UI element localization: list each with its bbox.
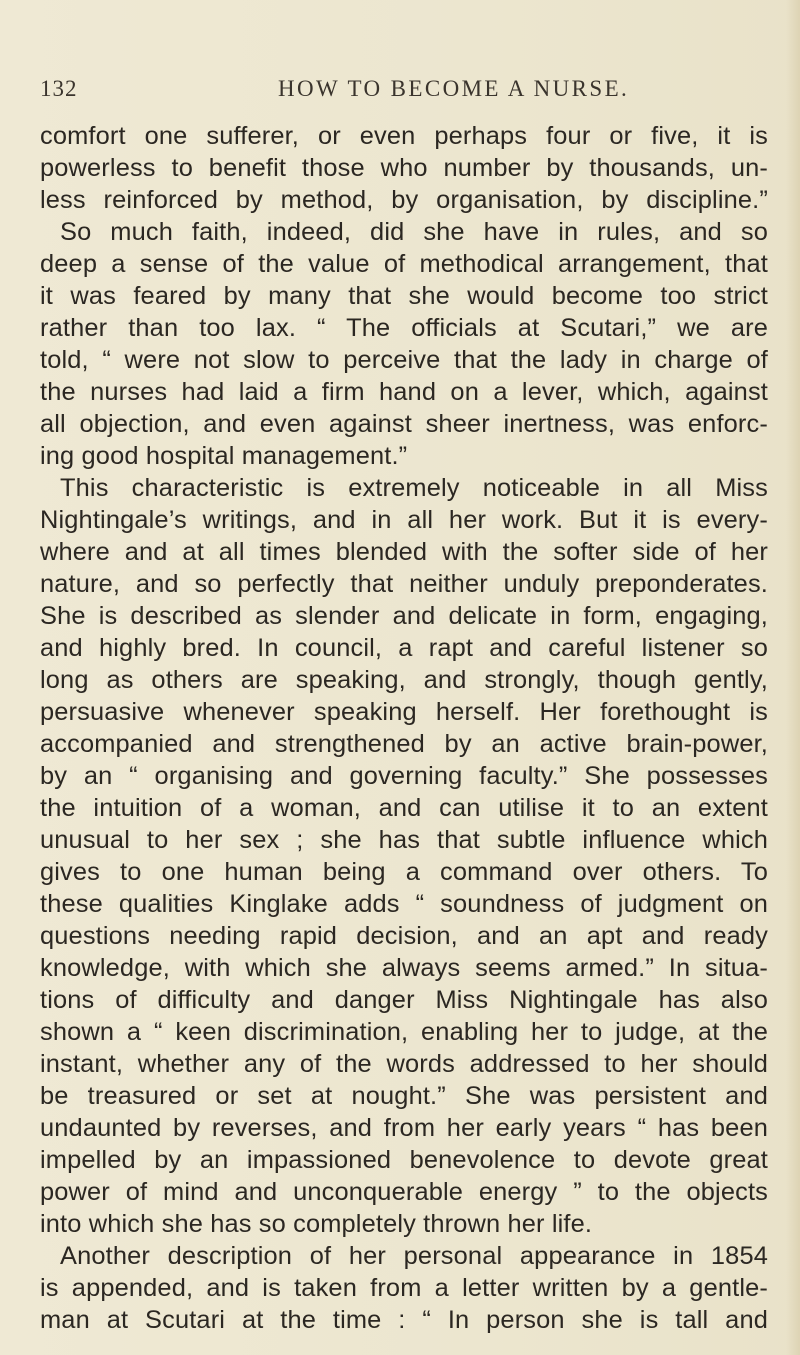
text-line: undaunted by reverses, and from her early years “ has been [40,1114,768,1142]
text-line: the intuition of a woman, and can utilise it to an extent [40,794,768,822]
text-line: impelled by an impassioned benevolence to devote great [40,1146,768,1174]
text-line: and highly bred. In council, a rapt and careful listener so [40,634,768,662]
text-line: Another description of her personal appearance in 1854 [60,1242,768,1270]
text-line: tions of difficulty and danger Miss Nightingale has also [40,986,768,1014]
text-line: unusual to her sex ; she has that subtle influence which [40,826,768,854]
text-line: So much faith, indeed, did she have in rules, and so [60,218,768,246]
text-line: knowledge, with which she always seems armed.” In situa- [40,954,768,982]
text-line: instant, whether any of the words addressed to her should [40,1050,768,1078]
text-line: persuasive whenever speaking herself. Her forethought is [40,698,768,726]
text-line: gives to one human being a command over others. To [40,858,768,886]
running-head [40,76,780,110]
text-line: where and at all times blended with the softer side of her [40,538,768,566]
page-number: 132 [40,76,78,101]
text-line: the nurses had laid a firm hand on a lever, which, against [40,378,768,406]
running-head-title: HOW TO BECOME A NURSE. [278,76,630,101]
text-line: shown a “ keen discrimination, enabling her to judge, at the [40,1018,768,1046]
text-line: these qualities Kinglake adds “ soundness of judgment on [40,890,768,918]
text-line: man at Scutari at the time : “ In person she is tall and [40,1306,768,1334]
text-line: Nightingale’s writings, and in all her work. But it is every- [40,506,768,534]
text-line: told, “ were not slow to perceive that the lady in charge of [40,346,768,374]
body-text [40,120,768,1336]
text-line: be treasured or set at nought.” She was persistent and [40,1082,768,1110]
text-line: questions needing rapid decision, and an apt and ready [40,922,768,950]
text-line: She is described as slender and delicate in form, engaging, [40,602,768,630]
text-line: accompanied and strengthened by an active brain-power, [40,730,768,758]
text-line: power of mind and unconquerable energy ” to the objects [40,1178,768,1206]
text-line: rather than too lax. “ The officials at Scutari,” we are [40,314,768,342]
text-line: less reinforced by method, by organisation, by discipline.” [40,186,768,214]
text-line: by an “ organising and governing faculty.” She possesses [40,762,768,790]
text-line: ing good hospital management.” [40,442,408,470]
page-edge-shadow [786,0,800,1355]
text-line: it was feared by many that she would become too strict [40,282,768,310]
text-line: all objection, and even against sheer inertness, was enforc- [40,410,768,438]
text-line: powerless to benefit those who number by thousands, un- [40,154,768,182]
text-line: deep a sense of the value of methodical arrangement, that [40,250,768,278]
text-line: comfort one sufferer, or even perhaps four or five, it is [40,122,768,150]
text-line: long as others are speaking, and strongly, though gently, [40,666,768,694]
text-line: nature, and so perfectly that neither unduly preponderates. [40,570,768,598]
text-line: is appended, and is taken from a letter written by a gentle- [40,1274,768,1302]
text-line: This characteristic is extremely noticeable in all Miss [60,474,768,502]
text-line: into which she has so completely thrown her life. [40,1210,593,1238]
